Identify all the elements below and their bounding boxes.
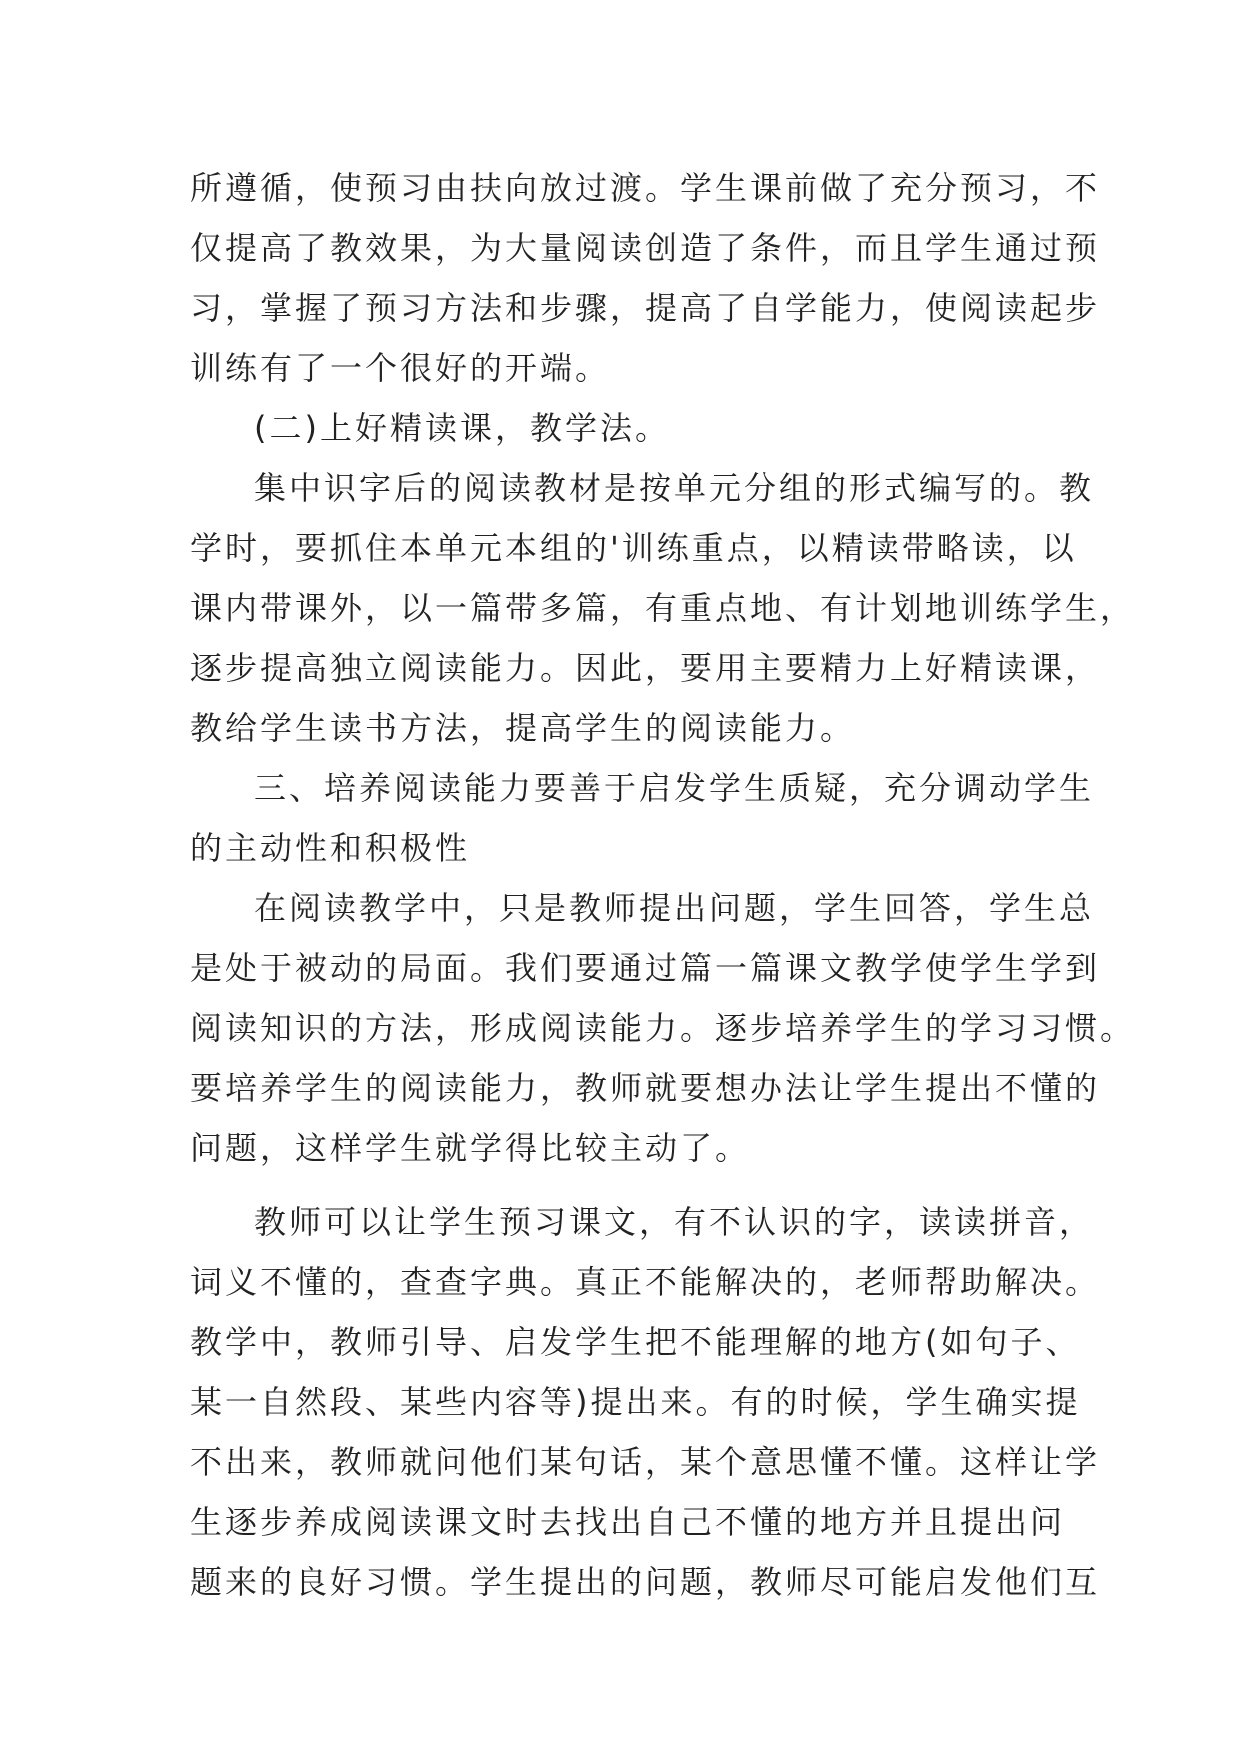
text-line: 阅读知识的方法，形成阅读能力。逐步培养学生的学习习惯。 bbox=[190, 1009, 1136, 1047]
text-line: 在阅读教学中，只是教师提出问题，学生回答，学生总 bbox=[254, 889, 1095, 927]
text-line: 是处于被动的局面。我们要通过篇一篇课文教学使学生学到 bbox=[190, 949, 1101, 987]
text-line: 不出来，教师就问他们某句话，某个意思懂不懂。这样让学 bbox=[190, 1443, 1101, 1481]
text-line: 习，掌握了预习方法和步骤，提高了自学能力，使阅读起步 bbox=[190, 289, 1101, 327]
text-line: 三、培养阅读能力要善于启发学生质疑，充分调动学生 bbox=[254, 769, 1095, 807]
paragraph-spacer bbox=[190, 1178, 1070, 1192]
paragraph-1 bbox=[190, 158, 1101, 398]
text-line: 逐步提高独立阅读能力。因此，要用主要精力上好精读课， bbox=[190, 649, 1101, 687]
text-line: 某一自然段、某些内容等)提出来。有的时候，学生确实提 bbox=[190, 1383, 1081, 1421]
text-line: 词义不懂的，查查字典。真正不能解决的，老师帮助解决。 bbox=[190, 1263, 1101, 1301]
text-line: 集中识字后的阅读教材是按单元分组的形式编写的。教 bbox=[254, 469, 1095, 507]
text-line: 教师可以让学生预习课文，有不认识的字，读读拼音， bbox=[254, 1203, 1095, 1241]
text-line: (二)上好精读课，教学法。 bbox=[254, 409, 670, 447]
text-line: 题来的良好习惯。学生提出的问题，教师尽可能启发他们互 bbox=[190, 1563, 1101, 1601]
paragraph-5 bbox=[190, 878, 1136, 1178]
text-line: 课内带课外，以一篇带多篇，有重点地、有计划地训练学生， bbox=[190, 589, 1136, 627]
text-line: 的主动性和积极性 bbox=[190, 829, 471, 867]
text-line: 要培养学生的阅读能力，教师就要想办法让学生提出不懂的 bbox=[190, 1069, 1101, 1107]
text-line: 训练有了一个很好的开端。 bbox=[190, 349, 611, 387]
text-line: 生逐步养成阅读课文时去找出自己不懂的地方并且提出问 bbox=[190, 1503, 1066, 1541]
text-line: 教学中，教师引导、启发学生把不能理解的地方(如句子、 bbox=[190, 1323, 1081, 1361]
text-line: 教给学生读书方法，提高学生的阅读能力。 bbox=[190, 709, 856, 747]
section-heading-2 bbox=[190, 398, 1070, 458]
paragraph-6 bbox=[190, 1192, 1101, 1612]
text-line: 问题，这样学生就学得比较主动了。 bbox=[190, 1129, 751, 1167]
text-line: 学时，要抓住本单元本组的'训练重点，以精读带略读，以 bbox=[190, 529, 1077, 567]
section-heading-3 bbox=[190, 758, 1095, 878]
paragraph-3 bbox=[190, 458, 1136, 758]
text-line: 所遵循，使预习由扶向放过渡。学生课前做了充分预习，不 bbox=[190, 169, 1101, 207]
text-line: 仅提高了教效果，为大量阅读创造了条件，而且学生通过预 bbox=[190, 229, 1101, 267]
document-body bbox=[190, 158, 1136, 1612]
